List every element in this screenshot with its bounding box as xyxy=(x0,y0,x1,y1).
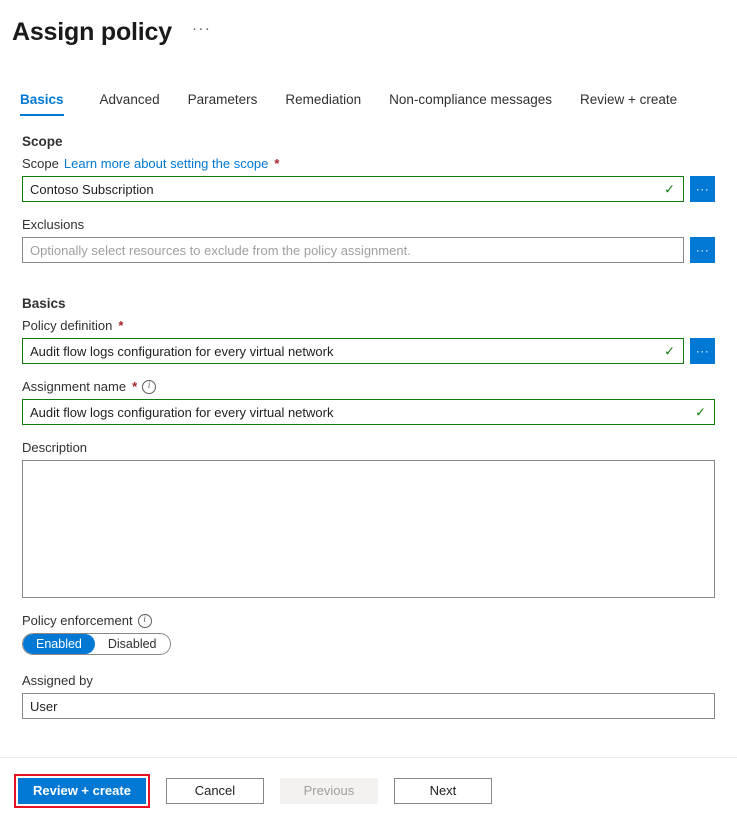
assigned-by-input[interactable] xyxy=(22,693,715,719)
previous-button: Previous xyxy=(280,778,378,804)
tab-advanced[interactable]: Advanced xyxy=(99,92,160,107)
review-create-focus-ring xyxy=(14,774,150,808)
check-icon: ✓ xyxy=(695,404,706,420)
exclusions-placeholder-text: Optionally select resources to exclude from the policy assignment. xyxy=(30,242,411,258)
assignment-name-input[interactable] xyxy=(22,399,715,425)
more-options-icon[interactable]: ··· xyxy=(191,20,212,37)
policy-definition-browse-button[interactable]: ··· xyxy=(690,338,715,364)
cancel-button[interactable]: Cancel xyxy=(166,778,264,804)
policy-enforcement-toggle[interactable] xyxy=(22,633,171,655)
tab-non-compliance-messages[interactable]: Non-compliance messages xyxy=(389,92,552,107)
scope-required-mark: * xyxy=(274,156,280,171)
scope-browse-button[interactable]: ··· xyxy=(690,176,715,202)
policy-definition-required-mark: * xyxy=(118,318,124,333)
description-field-label xyxy=(22,439,715,456)
assigned-by-field-label xyxy=(22,672,715,689)
exclusions-browse-button[interactable]: ··· xyxy=(690,237,715,263)
scope-input-row xyxy=(22,176,715,202)
footer-action-bar xyxy=(0,757,737,823)
basics-section-heading: Basics xyxy=(22,296,66,311)
assignment-name-value: Audit flow logs configuration for every virtual network xyxy=(30,404,334,420)
review-create-button[interactable]: Review + create xyxy=(18,778,146,804)
tab-review-create[interactable]: Review + create xyxy=(580,92,678,107)
assignment-name-field-label xyxy=(22,378,715,395)
policy-definition-input-row xyxy=(22,338,715,364)
toggle-option-enabled[interactable]: Enabled xyxy=(23,634,95,654)
policy-definition-input[interactable] xyxy=(22,338,684,364)
page-header xyxy=(0,0,737,52)
policy-definition-label-text: Policy definition xyxy=(22,318,113,333)
policy-enforcement-field-label xyxy=(22,612,715,629)
exclusions-field xyxy=(22,216,715,263)
tab-basics[interactable]: Basics xyxy=(20,92,78,116)
policy-definition-field xyxy=(22,317,715,364)
tab-remediation[interactable]: Remediation xyxy=(285,92,362,107)
scope-input-value: Contoso Subscription xyxy=(30,181,154,197)
assigned-by-value: User xyxy=(30,698,58,714)
description-label-text: Description xyxy=(22,440,88,455)
assigned-by-field xyxy=(22,672,715,719)
exclusions-field-label xyxy=(22,216,715,233)
info-icon[interactable]: i xyxy=(142,380,156,394)
check-icon: ✓ xyxy=(664,343,675,359)
scope-section-heading: Scope xyxy=(22,134,63,149)
tab-bar xyxy=(0,82,737,116)
policy-definition-field-label xyxy=(22,317,715,334)
info-icon[interactable]: i xyxy=(138,614,152,628)
assigned-by-label-text: Assigned by xyxy=(22,673,93,688)
exclusions-label-text: Exclusions xyxy=(22,217,85,232)
description-textarea[interactable] xyxy=(22,460,715,598)
assignment-name-field xyxy=(22,378,715,425)
toggle-option-disabled[interactable]: Disabled xyxy=(107,637,157,651)
assignment-name-label-text: Assignment name xyxy=(22,379,127,394)
page-title: Assign policy xyxy=(12,18,172,46)
policy-enforcement-field xyxy=(22,612,715,655)
scope-field xyxy=(22,155,715,202)
tab-parameters[interactable]: Parameters xyxy=(187,92,258,107)
scope-learn-more-link[interactable]: Learn more about setting the scope xyxy=(63,156,269,171)
description-field xyxy=(22,439,715,598)
exclusions-input-row xyxy=(22,237,715,263)
scope-label-text: Scope xyxy=(22,156,59,171)
check-icon: ✓ xyxy=(664,181,675,197)
scope-field-label xyxy=(22,155,715,172)
scope-input[interactable] xyxy=(22,176,684,202)
policy-definition-value: Audit flow logs configuration for every virtual network xyxy=(30,343,334,359)
policy-enforcement-label-text: Policy enforcement xyxy=(22,613,133,628)
assign-policy-form xyxy=(0,116,737,719)
assignment-name-required-mark: * xyxy=(132,379,138,394)
next-button[interactable]: Next xyxy=(394,778,492,804)
exclusions-input[interactable] xyxy=(22,237,684,263)
